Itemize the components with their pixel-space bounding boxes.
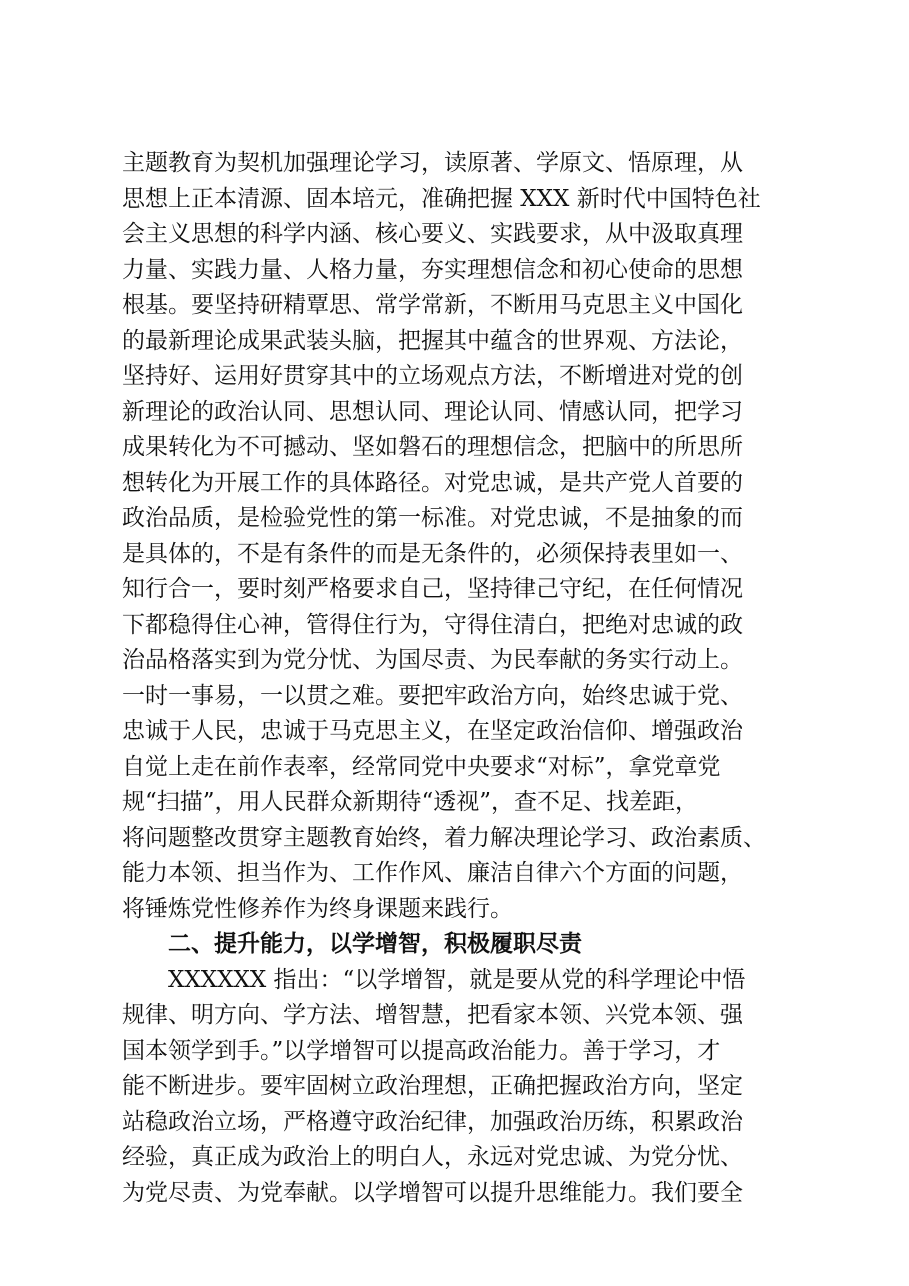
text-line: 治品格落实到为党分忧、为国尽责、为民奉献的务实行动上。: [122, 647, 743, 673]
text-line: 下都稳得住心神，管得住行为，守得住清白，把绝对忠诚的政: [122, 611, 743, 638]
text-line: 根基。要坚持研精覃思、常学常新，不断用马克思主义中国化: [122, 292, 743, 318]
text-line: 为党尽责、为党奉献。以学增智可以提升思维能力。我们要全: [122, 1179, 743, 1206]
text-line: 将问题整改贯穿主题教育始终，着力解决理论学习、政治素质、: [122, 824, 766, 851]
text-line: 知行合一，要时刻严格要求自己，坚持律己守纪，在任何情况: [122, 576, 743, 602]
document-body: [122, 146, 822, 1211]
text-line: 思想上正本清源、固本培元，准确把握 XXX 新时代中国特色社: [122, 185, 761, 212]
text-line: 一时一事易，一以贯之难。要把牢政治方向，始终忠诚于党、: [122, 682, 743, 709]
text-line: 政治品质，是检验党性的第一标准。对党忠诚，不是抽象的而: [122, 505, 743, 531]
section-heading: 二、提升能力，以学增智，积极履职尽责: [168, 931, 582, 957]
text-line: 主题教育为契机加强理论学习，读原著、学原文、悟原理，从: [122, 150, 743, 176]
paragraph-capability: [122, 963, 822, 1212]
text-line: 规律、明方向、学方法、增智慧，把看家本领、兴党本领、强: [122, 1002, 743, 1028]
text-line: 是具体的，不是有条件的而是无条件的，必须保持表里如一、: [122, 540, 743, 567]
text-line: 国本领学到手。”以学增智可以提高政治能力。善于学习，才: [122, 1037, 721, 1064]
text-line: 经验，真正成为政治上的明白人，永远对党忠诚、为党分忧、: [122, 1144, 743, 1170]
text-line: 坚持好、运用好贯穿其中的立场观点方法，不断增进对党的创: [122, 363, 743, 389]
text-line: 力量、实践力量、人格力量，夯实理想信念和初心使命的思想: [122, 256, 743, 283]
text-line: 忠诚于人民，忠诚于马克思主义，在坚定政治信仰、增强政治: [122, 718, 743, 744]
text-line: 新理论的政治认同、思想认同、理论认同、情感认同，把学习: [122, 398, 743, 425]
text-line: 能力本领、担当作为、工作作风、廉洁自律六个方面的问题，: [122, 860, 743, 886]
text-line: 自觉上走在前作表率，经常同党中央要求“对标”，拿党章党: [122, 753, 721, 780]
text-line: 规“扫描”，用人民群众新期待“透视”，查不足、找差距，: [122, 789, 699, 815]
text-line: 将锤炼党性修养作为终身课题来践行。: [122, 895, 513, 922]
text-line: 能不断进步。要牢固树立政治理想，正确把握政治方向，坚定: [122, 1073, 743, 1099]
text-line: 的最新理论成果武装头脑，把握其中蕴含的世界观、方法论，: [122, 327, 743, 354]
text-line: XXXXXX 指出：“以学增智，就是要从党的科学理论中悟: [168, 966, 746, 993]
text-line: 站稳政治立场，严格遵守政治纪律，加强政治历练，积累政治: [122, 1108, 743, 1135]
text-line: 会主义思想的科学内涵、核心要义、实践要求，从中汲取真理: [122, 221, 743, 247]
paragraph-loyalty: [122, 146, 822, 927]
text-line: 想转化为开展工作的具体路径。对党忠诚，是共产党人首要的: [122, 469, 743, 496]
text-line: 成果转化为不可撼动、坚如磐石的理想信念，把脑中的所思所: [122, 434, 743, 460]
